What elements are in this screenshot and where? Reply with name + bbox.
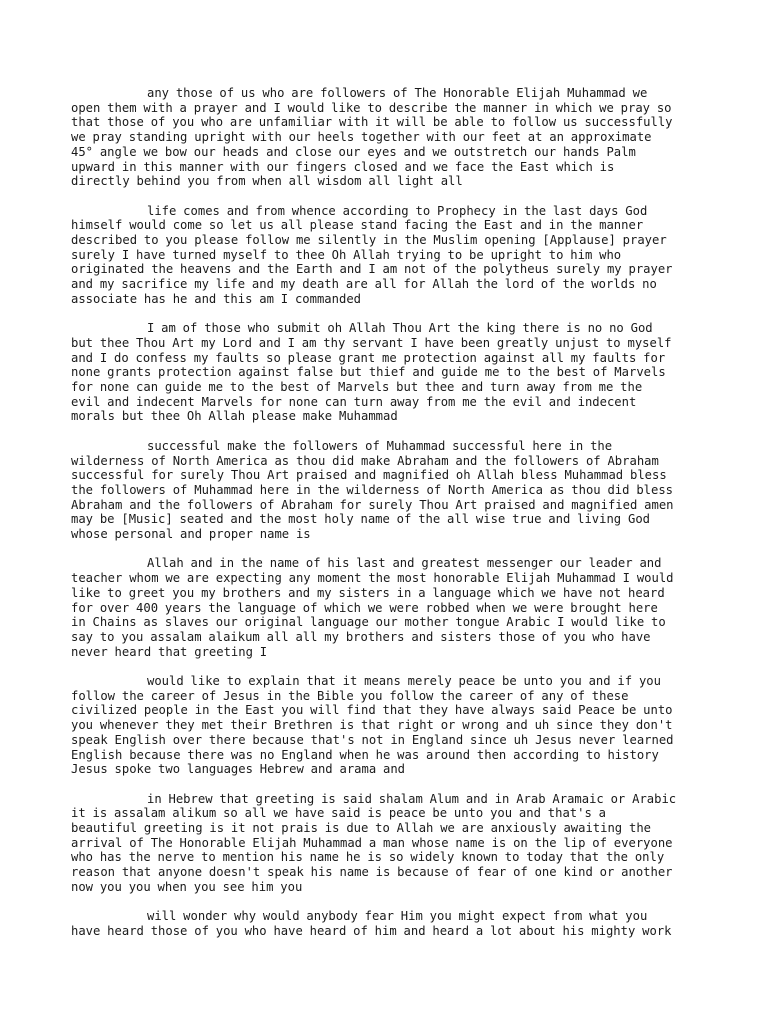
transcript-line: reason that anyone doesn't speak his name is because of fear of one kind or another bbox=[71, 865, 673, 880]
transcript-line: like to greet you my brothers and my sisters in a language which we have not heard bbox=[71, 585, 665, 600]
transcript-line: you whenever they met their Brethren is that right or wrong and uh since they don't bbox=[71, 718, 673, 733]
transcript-line: arrival of The Honorable Elijah Muhammad a man whose name is on the lip of everyone bbox=[71, 835, 673, 850]
transcript-line: successful for surely Thou Art praised and magnified oh Allah bless Muhammad bless bbox=[71, 468, 667, 483]
transcript-paragraph bbox=[71, 674, 711, 777]
transcript-line: 45° angle we bow our heads and close our eyes and we outstretch our hands Palm bbox=[71, 144, 636, 159]
transcript-line: have heard those of you who have heard of him and heard a lot about his mighty work bbox=[71, 923, 672, 938]
transcript-paragraph bbox=[71, 86, 711, 189]
transcript-line: beautiful greeting is it not prais is due to Allah we are anxiously awaiting the bbox=[71, 821, 651, 836]
transcript-line: we pray standing upright with our heels together with our feet at an approximate bbox=[71, 130, 652, 145]
transcript-line: open them with a prayer and I would like to describe the manner in which we pray so bbox=[71, 100, 672, 115]
transcript-line: whose personal and proper name is bbox=[71, 527, 311, 542]
transcript-line: directly behind you from when all wisdom all light all bbox=[71, 174, 463, 189]
transcript-line: civilized people in the East you will find that they have always said Peace be unto bbox=[71, 703, 673, 718]
transcript-line: follow the career of Jesus in the Bible you follow the career of any of these bbox=[71, 688, 629, 703]
transcript-line: Abraham and the followers of Abraham for surely Thou Art praised and magnified amen bbox=[71, 497, 674, 512]
transcript-line: for over 400 years the language of which we were robbed when we were brought here bbox=[71, 600, 658, 615]
transcript-line: Jesus spoke two languages Hebrew and arama and bbox=[71, 762, 406, 777]
transcript-line: now you you when you see him you bbox=[71, 879, 303, 894]
transcript-line: who has the nerve to mention his name he is so widely known to today that the only bbox=[71, 850, 665, 865]
transcript-line: in Hebrew that greeting is said shalam Alum and in Arab Aramaic or Arabic bbox=[147, 791, 677, 806]
transcript-line: any those of us who are followers of The Honorable Elijah Muhammad we bbox=[147, 86, 648, 100]
transcript-paragraph bbox=[71, 439, 711, 542]
transcript-line: never heard that greeting I bbox=[71, 644, 268, 659]
transcript-line: and my sacrifice my life and my death are all for Allah the lord of the worlds no bbox=[71, 277, 657, 292]
transcript-line: none grants protection against false but thief and guide me to the best of Marvels bbox=[71, 365, 666, 380]
transcript-line: may be [Music] seated and the most holy name of the all wise true and living God bbox=[71, 512, 650, 527]
transcript-line: I am of those who submit oh Allah Thou Art the king there is no no God bbox=[147, 321, 653, 336]
transcript-body bbox=[71, 86, 711, 953]
transcript-paragraph bbox=[71, 321, 711, 424]
transcript-line: successful make the followers of Muhammad successful here in the bbox=[147, 438, 613, 453]
transcript-line: speak English over there because that's not in England since uh Jesus never learned bbox=[71, 732, 674, 747]
transcript-paragraph bbox=[71, 909, 711, 938]
transcript-line: and I do confess my faults so please grant me protection against all my faults for bbox=[71, 350, 666, 365]
transcript-line: life comes and from whence according to Prophecy in the last days God bbox=[147, 203, 648, 218]
transcript-line: evil and indecent Marvels for none can turn away from me the evil and indecent bbox=[71, 394, 637, 409]
transcript-line: it is assalam alikum so all we have said is peace be unto you and that's a bbox=[71, 806, 606, 821]
transcript-line: associate has he and this am I commanded bbox=[71, 291, 361, 306]
transcript-paragraph bbox=[71, 556, 711, 659]
transcript-line: teacher whom we are expecting any moment the most honorable Elijah Muhammad I would bbox=[71, 571, 674, 586]
transcript-line: that those of you who are unfamiliar with it will be able to follow us successfully bbox=[71, 115, 673, 130]
transcript-line: upward in this manner with our fingers closed and we face the East which is bbox=[71, 159, 615, 174]
transcript-line: described to you please follow me silently in the Muslim opening [Applause] prayer bbox=[71, 233, 667, 248]
transcript-line: wilderness of North America as thou did make Abraham and the followers of Abraham bbox=[71, 453, 659, 468]
transcript-line: English because there was no England when he was around then according to history bbox=[71, 747, 659, 762]
transcript-line: the followers of Muhammad here in the wilderness of North America as thou did bless bbox=[71, 482, 674, 497]
transcript-line: will wonder why would anybody fear Him you might expect from what you bbox=[147, 909, 648, 924]
transcript-line: in Chains as slaves our original language our mother tongue Arabic I would like to bbox=[71, 615, 666, 630]
transcript-line: originated the heavens and the Earth and I am not of the polytheus surely my prayer bbox=[71, 262, 673, 277]
transcript-line: Allah and in the name of his last and greatest messenger our leader and bbox=[147, 556, 662, 571]
transcript-line: morals but thee Oh Allah please make Muhammad bbox=[71, 409, 398, 424]
transcript-line: for none can guide me to the best of Marvels but thee and turn away from me the bbox=[71, 380, 643, 395]
transcript-line: surely I have turned myself to thee Oh Allah trying to be upright to him who bbox=[71, 247, 622, 262]
transcript-line: himself would come so let us all please stand facing the East and in the manner bbox=[71, 218, 644, 233]
transcript-paragraph bbox=[71, 792, 711, 895]
transcript-line: but thee Thou Art my Lord and I am thy servant I have been greatly unjust to myself bbox=[71, 335, 672, 350]
transcript-line: say to you assalam alaikum all all my brothers and sisters those of you who have bbox=[71, 629, 651, 644]
transcript-paragraph bbox=[71, 204, 711, 307]
transcript-line: would like to explain that it means merely peace be unto you and if you bbox=[147, 674, 661, 689]
